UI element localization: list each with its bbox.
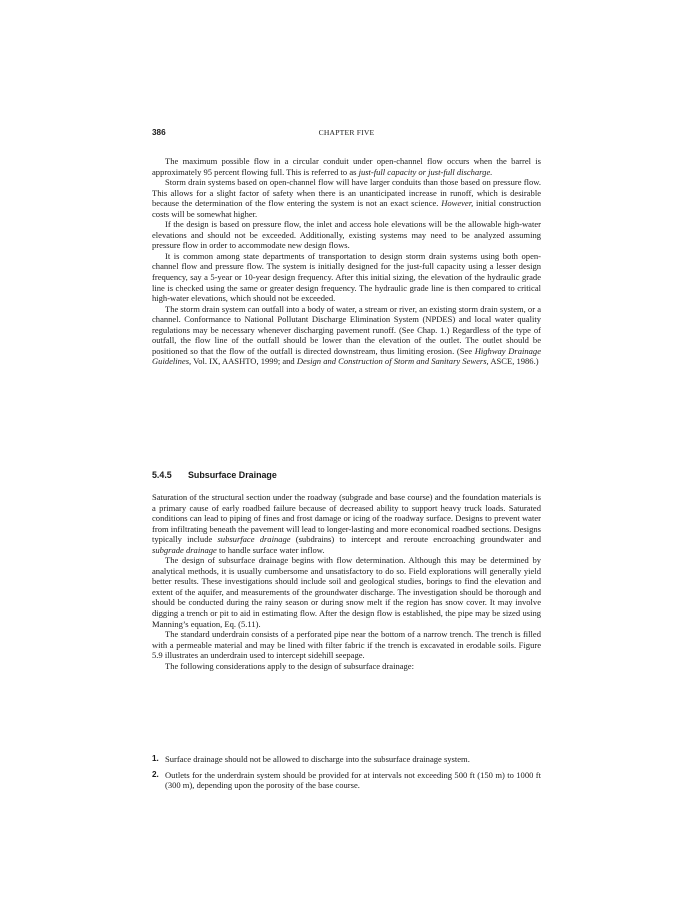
- italic-run: just-full capacity or just-full discharge.: [358, 166, 493, 177]
- text-run: ASCE, 1986.): [488, 356, 539, 367]
- paragraph: [152, 661, 541, 672]
- text-run: The storm drain system can outfall into a body of water, a stream or river, an existing storm drain system, or a channel. Conformance to National Pollutant Discharge Elimination System (NPDES) and local water quality regulations may be necessary whenever discharging pavement runoff. (See Chap. 1.) Regardless of the type of outfall, the flow line of the outfall should be lower than the elevation of the outlet. The outlet should be positioned so that the flow of the outfall is directed downstream, thus limiting erosion. (See: [152, 303, 541, 356]
- paragraph: [152, 304, 541, 367]
- chapter-title: CHAPTER FIVE: [318, 128, 375, 137]
- running-header: [152, 128, 541, 142]
- paragraph: [152, 219, 541, 251]
- storm-drain-text: [152, 156, 541, 367]
- list-item: [152, 754, 541, 765]
- italic-run: subgrade drainage: [152, 544, 217, 555]
- list-item: [152, 770, 541, 791]
- text-run: If the design is based on pressure flow, the inlet and access hole elevations will be the allowable high-water elevations and should not be exceeded. Additionally, existing systems may need to be analyzed assuming pressure flow in order to accommodate new design flows.: [152, 219, 541, 251]
- text-run: The design of subsurface drainage begins with flow determination. Although this may be determined by analytical methods, it is usually cumbersome and unsatisfactory to do so. Field explorations will generally yield better results. These investigations should include soil and geological studies, borings to find the elevation and extent of the aquifer, and measurements of the groundwater discharge. The investigation should be thorough and should be conducted during the rainy season or during snow melt if the region has snow cover. It may involve digging a trench or pit to aid in estimating flow. After the design flow is established, the pipe may be sized using Manning’s equation, Eq. (5.11).: [152, 555, 541, 629]
- page-number: 386: [152, 128, 166, 137]
- section-heading: [152, 470, 541, 480]
- paragraph: [152, 555, 541, 629]
- list-item-text: Outlets for the underdrain system should be provided for at intervals not exceeding 500 ft (150 m) to 1000 ft (300 m), depending upon the porosity of the base course.: [165, 769, 541, 791]
- text-run: initial construction costs will be somewhat higher.: [152, 198, 541, 219]
- text-run: to handle surface water inflow.: [216, 544, 325, 555]
- considerations-list: [152, 754, 541, 796]
- text-run: The standard underdrain consists of a perforated pipe near the bottom of a narrow trench. The trench is filled with a permeable material and may be lined with filter fabric if the trench is excavated in erodable soils. Figure 5.9 illustrates an underdrain used to intercept sidehill seepage.: [152, 629, 541, 661]
- section-number: 5.4.5: [152, 470, 172, 480]
- italic-run: However,: [441, 198, 474, 209]
- text-run: It is common among state departments of transportation to design storm drain systems using both open-channel flow and pressure flow. The system is initially designed for the just-full capacity using a lesser design frequency, say a 5-year or 10-year design frequency. After this initial sizing, the elevation of the hydraulic grade line is checked using the same or greater design frequency. The hydraulic grade line is then compared to critical high-water elevations, which should not be exceeded.: [152, 250, 541, 304]
- paragraph: [152, 251, 541, 304]
- list-marker: 2.: [152, 769, 159, 779]
- text-run: The maximum possible flow in a circular conduit under open-channel flow occurs when the barrel is approximately 95 percent flowing full. This is referred to as: [152, 156, 541, 177]
- text-run: (subdrains) to intercept and reroute encroaching groundwater and: [290, 534, 541, 545]
- text-run: Saturation of the structural section under the roadway (subgrade and base course) and the foundation materials is a primary cause of early roadbed failure because of decreased ability to support heavy truck loads. Saturated conditions can lead to piping of fines and frost damage or icing of the roadway surface. Designs to prevent water from infiltrating beneath the pavement will lead to longer-lasting and more economical roadbed sections. Designs typically include: [152, 492, 541, 545]
- paragraph: [152, 156, 541, 177]
- subsurface-drainage-text: [152, 492, 541, 671]
- section-title: Subsurface Drainage: [188, 470, 277, 480]
- list-marker: 1.: [152, 754, 159, 763]
- italic-run: Highway Drainage Guidelines,: [152, 345, 541, 367]
- paragraph: [152, 629, 541, 661]
- italic-run: subsurface drainage: [217, 534, 291, 545]
- list-item-text: Surface drainage should not be allowed to discharge into the subsurface drainage system.: [165, 754, 470, 764]
- italic-run: Design and Construction of Storm and Sanitary Sewers,: [296, 356, 489, 367]
- text-run: The following considerations apply to the design of subsurface drainage:: [165, 660, 414, 671]
- paragraph: [152, 492, 541, 555]
- paragraph: [152, 177, 541, 219]
- text-run: Vol. IX, AASHTO, 1999; and: [191, 356, 297, 367]
- text-run: Storm drain systems based on open-channel flow will have larger conduits than those based on pressure flow. This allows for a slight factor of safety when there is an unanticipated increase in runoff, which is desirable because the determination of the flow entering the system is not an exact science.: [152, 177, 541, 209]
